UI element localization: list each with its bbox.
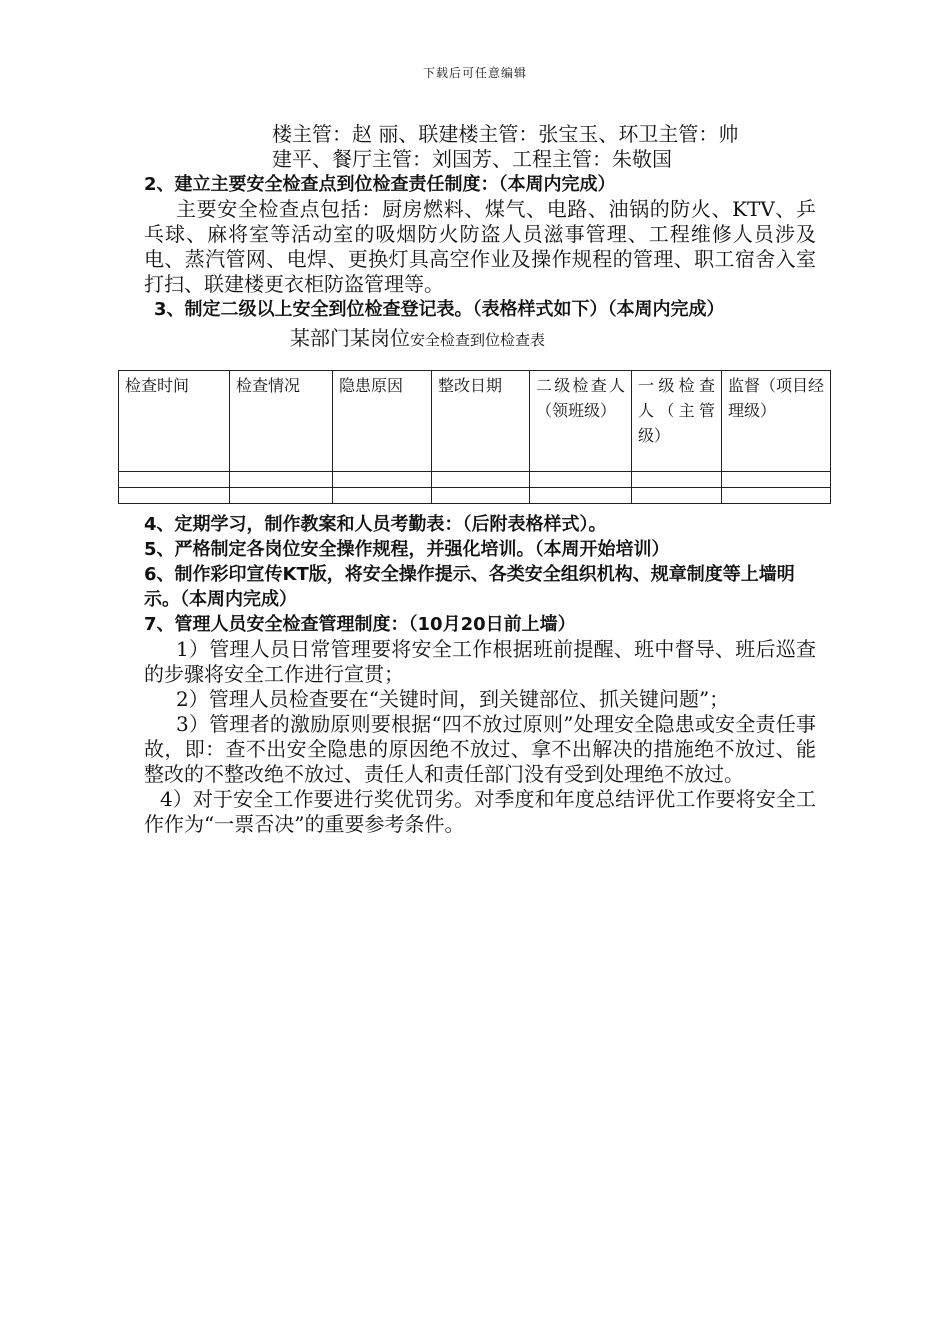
table-cell (230, 472, 333, 488)
section-7-item-1: 1）管理人员日常管理要将安全工作根据班前提醒、班中督导、班后巡查的步骤将安全工作进行宣贯； (144, 637, 816, 686)
document-body-top (144, 122, 816, 350)
table-cell (119, 488, 230, 504)
table-header-cell: 整改日期 (432, 371, 530, 472)
table-header-cell: 一级检查人（主管级） (632, 371, 722, 472)
table-cell (432, 488, 530, 504)
continuation-line-1: 楼主管：赵 丽、联建楼主管：张宝玉、环卫主管：帅 (272, 122, 739, 146)
table-caption-rest: 安全检查到位检查表 (410, 331, 546, 349)
table-header-cell: 监督（项目经理级） (722, 371, 831, 472)
section-4-heading: 4、定期学习，制作教案和人员考勤表：（后附表格样式）。 (144, 514, 607, 535)
table-header-cell: 二级检查人（领班级） (530, 371, 632, 472)
table-cell (230, 488, 333, 504)
section-5-heading: 5、严格制定各岗位安全操作规程，并强化培训。（本周开始培训） (144, 539, 670, 560)
table-cell (632, 472, 722, 488)
section-2-heading: 2、建立主要安全检查点到位检查责任制度：（本周内完成） (144, 174, 616, 195)
inspection-table (118, 370, 831, 504)
table-header-cell: 检查情况 (230, 371, 333, 472)
section-7-item-4: 4）对于安全工作要进行奖优罚劣。对季度和年度总结评优工作要将安全工作作为“一票否决”的重要参考条件。 (144, 787, 816, 836)
table-cell (432, 472, 530, 488)
table-caption (144, 326, 816, 350)
table-cell (632, 488, 722, 504)
table-cell (333, 488, 432, 504)
section-7-item-3: 3）管理者的激励原则要根据“四不放过原则”处理安全隐患或安全责任事故，即：查不出安全隐患的原因绝不放过、拿不出解决的措施绝不放过、能整改的不整改绝不放过、责任人和责任部门没有受到处理绝不放过。 (144, 712, 816, 786)
section-2-body: 主要安全检查点包括：厨房燃料、煤气、电路、油锅的防火、KTV、乒乓球、麻将室等活动室的吸烟防火防盗人员滋事管理、工程维修人员涉及电、蒸汽管网、电焊、更换灯具高空作业及操作规程的管理、职工宿舍入室打扫、联建楼更衣柜防盗管理等。 (144, 197, 816, 296)
table-row (119, 472, 831, 488)
table-cell (530, 472, 632, 488)
table-header-row (119, 371, 831, 472)
page-header-note: 下载后可任意编辑 (422, 66, 527, 80)
continuation-line-2: 建平、餐厅主管：刘国芳、工程主管：朱敬国 (272, 147, 672, 171)
table-cell (119, 472, 230, 488)
table-cell (722, 488, 831, 504)
table-cell (722, 472, 831, 488)
table-header-cell: 检查时间 (119, 371, 230, 472)
table-caption-main: 某部门某岗位 (290, 326, 410, 350)
section-7-heading: 7、管理人员安全检查管理制度：（10月20日前上墙） (144, 614, 576, 635)
document-body-bottom (144, 512, 816, 837)
section-3-heading: 3、制定二级以上安全到位检查登记表。（表格样式如下）（本周内完成） (154, 299, 725, 320)
table-cell (530, 488, 632, 504)
table-header-cell: 隐患原因 (333, 371, 432, 472)
section-7-item-2: 2）管理人员检查要在“关键时间，到关键部位、抓关键问题”； (176, 687, 730, 711)
table-cell (333, 472, 432, 488)
table-row (119, 488, 831, 504)
section-6-heading: 6、制作彩印宣传KT版，将安全操作提示、各类安全组织机构、规章制度等上墙明示。（本周内完成） (144, 564, 795, 610)
